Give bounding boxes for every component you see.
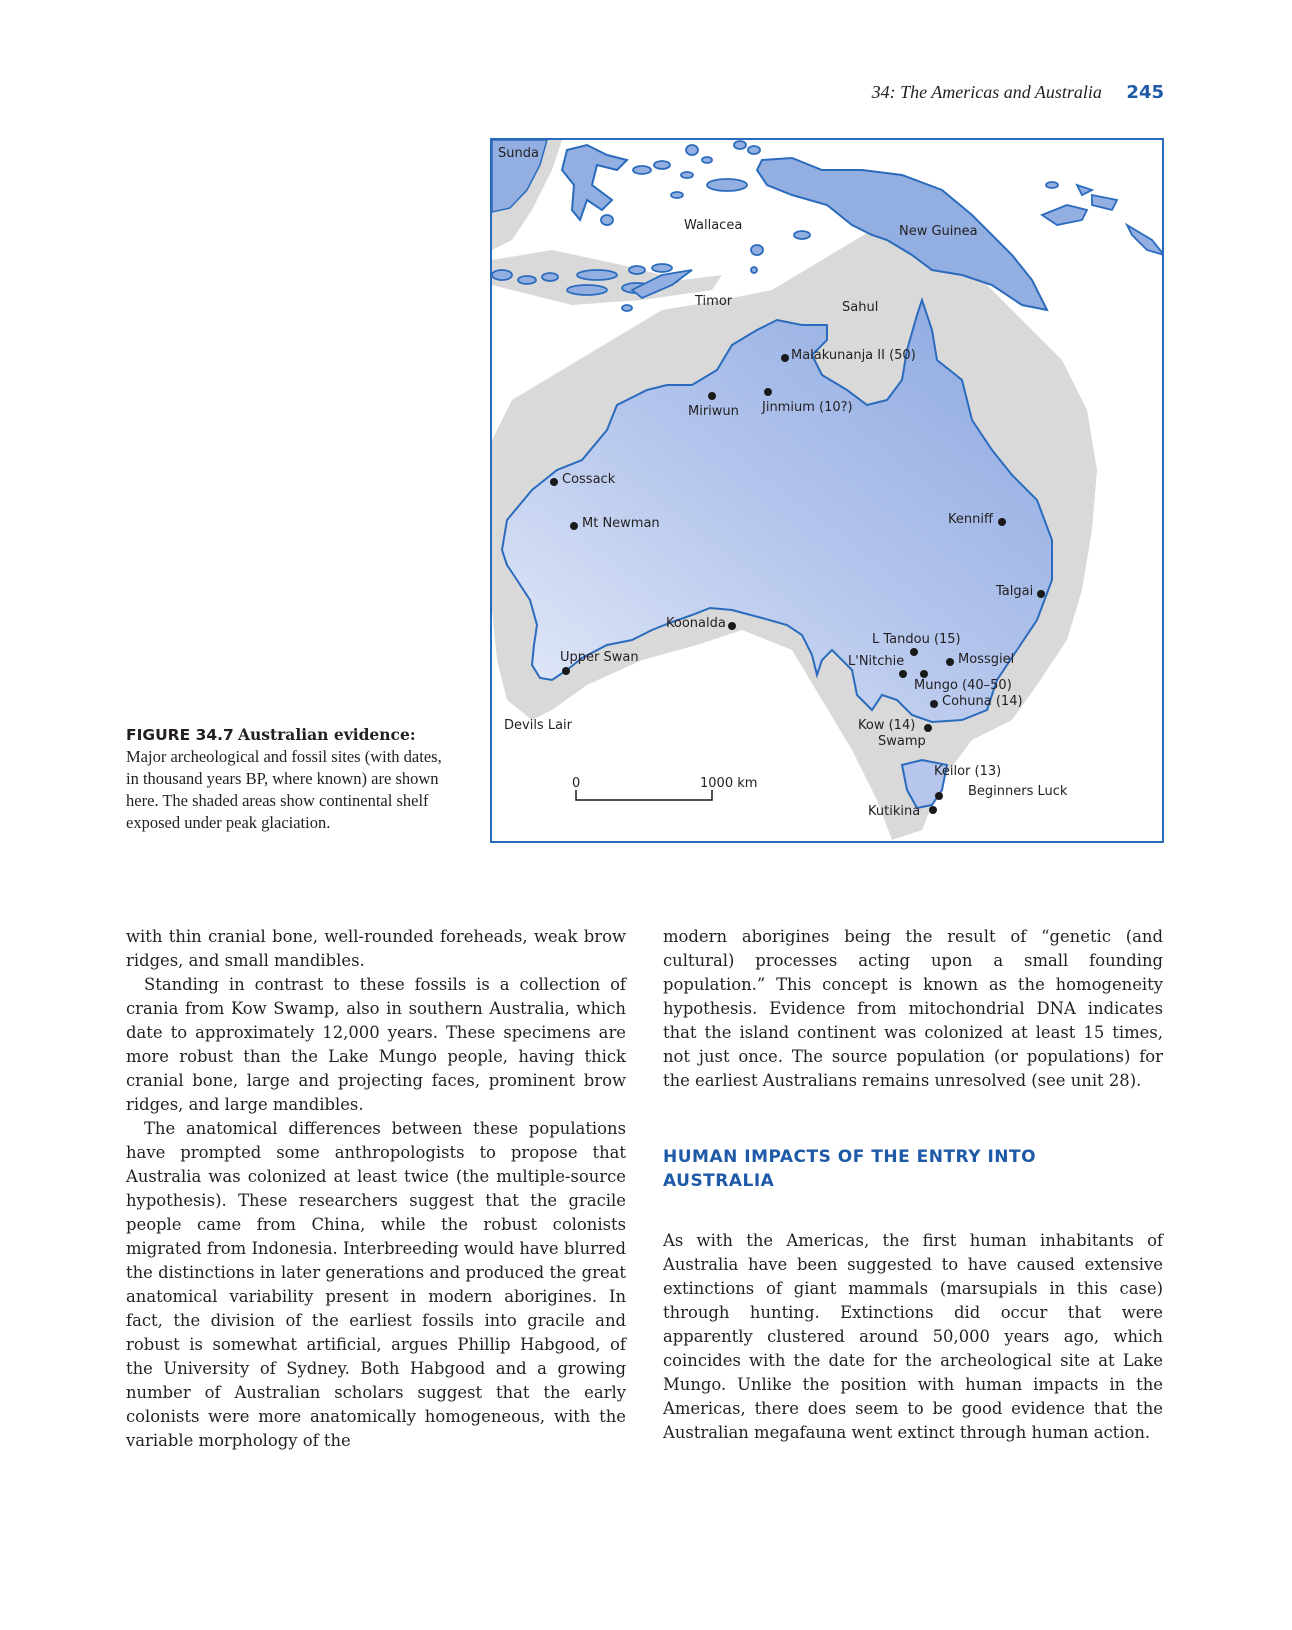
site-label-jinmium: Jinmium (10?) <box>762 400 853 415</box>
map-svg <box>492 140 1164 843</box>
paragraph: As with the Americas, the first human inhabitants of Australia have been suggested to have caused extensive extinctions of giant mammals (marsupials in this case) through hunting. Extinctions did occur that were apparently clustered around 50,000 years ago, which coincides with the date for the archeological site at Lake Mungo. Unlike the position with human impacts in the Americas, there does seem to be good evidence that the Australian megafauna went extinct through human action. <box>663 1231 1163 1442</box>
sulawesi <box>562 145 627 220</box>
devils-lair-label: Devils Lair <box>504 718 572 733</box>
scale-start-label: 0 <box>572 776 581 791</box>
figure-label: FIGURE 34.7 <box>126 726 234 744</box>
site-marker <box>910 648 918 656</box>
paragraph: with thin cranial bone, well-rounded foreheads, weak brow ridges, and small mandibles. <box>126 927 626 970</box>
australia-map <box>490 138 1164 843</box>
figure-caption <box>126 724 456 834</box>
solomon <box>1127 225 1164 255</box>
site-label-talgai: Talgai <box>996 584 1034 599</box>
site-marker <box>728 622 736 630</box>
site-marker <box>935 792 943 800</box>
site-label-koonalda: Koonalda <box>666 616 726 631</box>
site-label-beginners-luck: Beginners Luck <box>968 784 1068 799</box>
site-marker <box>924 724 932 732</box>
left-column <box>126 925 626 1453</box>
site-label-cossack: Cossack <box>562 472 616 487</box>
site-marker <box>946 658 954 666</box>
site-label-l-nitchie: L'Nitchie <box>848 654 905 669</box>
site-label-mt-newman: Mt Newman <box>582 516 660 531</box>
section-heading <box>663 1145 1163 1193</box>
site-label-kutikina: Kutikina <box>868 804 921 819</box>
site-marker <box>899 670 907 678</box>
site-marker <box>929 806 937 814</box>
running-header <box>872 82 1164 103</box>
site-marker <box>1037 590 1045 598</box>
site-label-cohuna: Cohuna (14) <box>942 694 1023 709</box>
site-marker <box>764 388 772 396</box>
site-label-malakunanja: Malakunanja II (50) <box>791 348 916 363</box>
site-marker <box>920 670 928 678</box>
site-label-l-tandou: L Tandou (15) <box>872 632 961 647</box>
scale-bar-line <box>576 790 712 800</box>
right-column <box>663 925 1163 1445</box>
page-number: 245 <box>1126 82 1164 103</box>
running-title: 34: The Americas and Australia <box>871 82 1102 102</box>
sunda-label: Sunda <box>498 146 539 161</box>
site-label-kow: Kow (14) <box>858 718 916 733</box>
paragraph: modern aborigines being the result of “genetic (and cultural) processes acting upon a small founding population.” This concept is known as the homogeneity hypothesis. Evidence from mitochondrial DNA indicates that the island continent was colonized at least 15 times, not just once. The source population (or populations) for the earliest Australians remains unresolved (see unit 28). <box>663 927 1163 1090</box>
site-marker <box>708 392 716 400</box>
paragraph: Standing in contrast to these fossils is a collection of crania from Kow Swamp, also in southern Australia, which date to approximately 12,000 years. These specimens are more robust than the Lake Mungo people, having thick cranial bone, large and projecting faces, prominent brow ridges, and large mandibles. <box>126 975 626 1114</box>
site-marker <box>570 522 578 530</box>
site-label-mungo: Mungo (40–50) <box>914 678 1012 693</box>
new-guinea-label: New Guinea <box>899 224 978 239</box>
site-label-upper-swan: Upper Swan <box>560 650 639 665</box>
site-label-swamp: Swamp <box>878 734 926 749</box>
sahul-label: Sahul <box>842 300 879 315</box>
figure-caption-text: Major archeological and fossil sites (with dates, in thousand years BP, where known) are shown here. The shaded areas show continental shelf exposed under peak glaciation. <box>126 747 442 832</box>
site-marker <box>930 700 938 708</box>
site-marker <box>562 667 570 675</box>
paragraph: The anatomical differences between these populations have prompted some anthropologists to propose that Australia was colonized at least twice (the multiple-source hypothesis). These researchers suggest that the gracile people came from China, while the robust colonists migrated from Indonesia. Interbreeding would have blurred the distinctions in later generations and produced the great anatomical variability present in modern aborigines. In fact, the division of the earliest fossils into gracile and robust is somewhat artificial, argues Phillip Habgood, of the University of Sydney. Both Habgood and a growing number of Australian scholars suggest that the early colonists were more anatomically homogeneous, with the variable morphology of the <box>126 1119 626 1450</box>
heading-line-1: HUMAN IMPACTS OF THE ENTRY INTO <box>663 1147 1037 1167</box>
site-label-miriwun: Miriwun <box>688 404 739 419</box>
site-label-mossgiel: Mossgiel <box>958 652 1015 667</box>
site-marker <box>550 478 558 486</box>
site-label-kenniff: Kenniff <box>948 512 993 527</box>
scale-end-label: 1000 km <box>700 776 758 791</box>
figure-title: Australian evidence: <box>237 725 416 744</box>
site-marker <box>998 518 1006 526</box>
site-marker <box>781 354 789 362</box>
site-label-keilor: Keilor (13) <box>934 764 1002 779</box>
new-britain <box>1042 185 1117 225</box>
timor-label: Timor <box>695 294 733 309</box>
heading-line-2: AUSTRALIA <box>663 1171 775 1191</box>
wallacea-label: Wallacea <box>684 218 743 233</box>
